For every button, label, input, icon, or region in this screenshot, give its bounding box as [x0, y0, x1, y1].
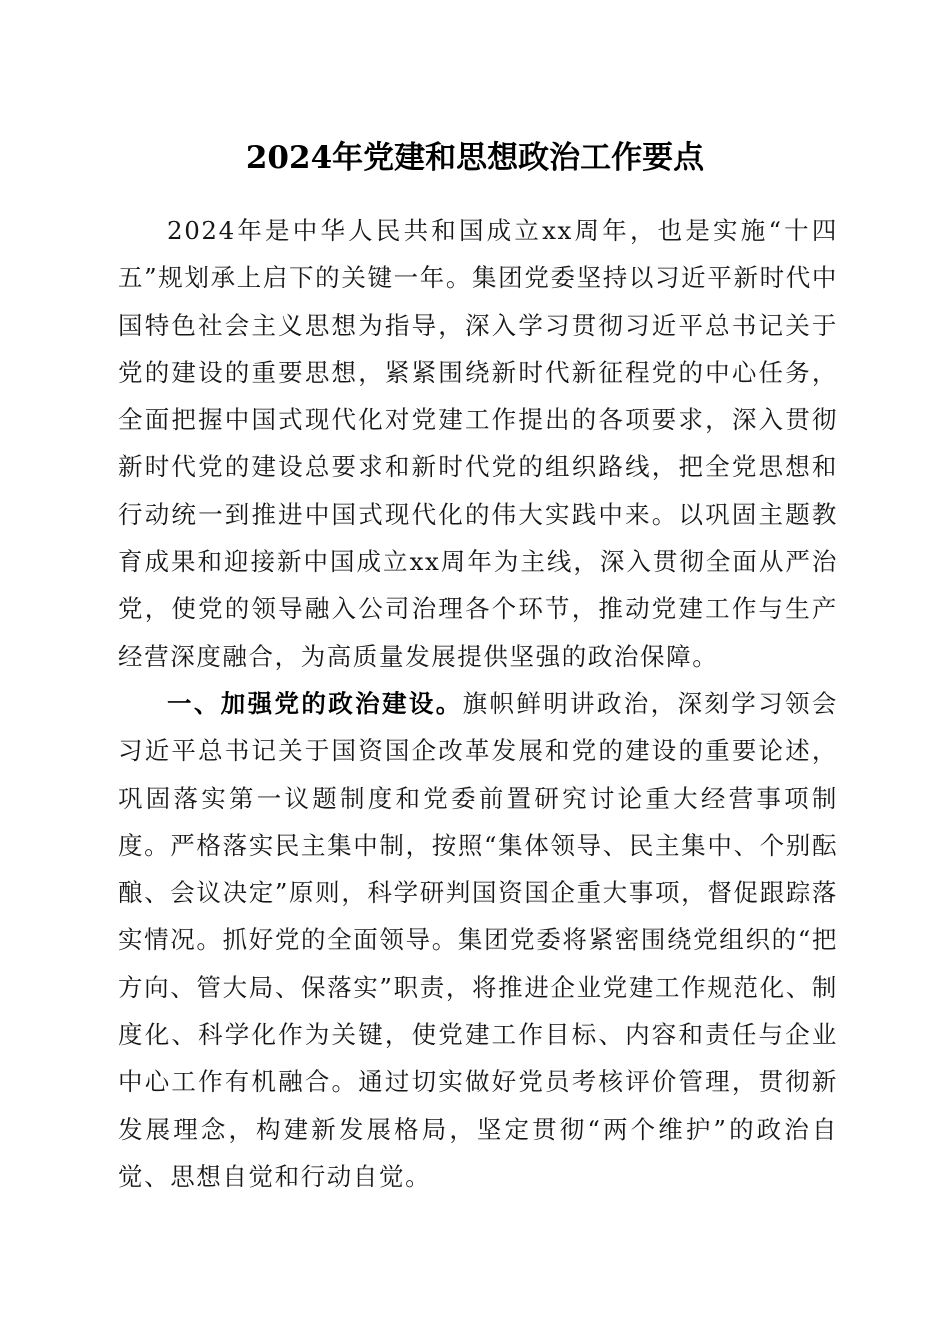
paragraph-political-building-text: 旗帜鲜明讲政治，深刻学习领会习近平总书记关于国资国企改革发展和党的建设的重要论述，巩固落实第一议题制度和党委前置研究讨论重大经营事项制度。严格落实民主集中制，按照“集体领导、民主集中、个别酝酿、会议决定”原则，科学研判国资国企重大事项，督促跟踪落实情况。抓好党的全面领导。集团党委将紧密围绕党组织的“把方向、管大局、保落实”职责，将推进企业党建工作规范化、制度化、科学化作为关键，使党建工作目标、内容和责任与企业中心工作有机融合。通过切实做好党员考核评价管理，贯彻新发展理念，构建新发展格局，坚定贯彻“两个维护”的政治自觉、思想自觉和行动自觉。 [118, 688, 838, 1191]
section-heading-political-building: 一、加强党的政治建设。 [167, 688, 463, 718]
document-body [118, 207, 838, 1200]
document-title: 2024年党建和思想政治工作要点 [245, 140, 705, 176]
paragraph-intro-text: 2024年是中华人民共和国成立xx周年，也是实施“十四五”规划承上启下的关键一年。集团党委坚持以习近平新时代中国特色社会主义思想为指导，深入学习贯彻习近平总书记关于党的建设的重要思想，紧紧围绕新时代新征程党的中心任务，全面把握中国式现代化对党建工作提出的各项要求，深入贯彻新时代党的建设总要求和新时代党的组织路线，把全党思想和行动统一到推进中国式现代化的伟大实践中来。以巩固主题教育成果和迎接新中国成立xx周年为主线，深入贯彻全面从严治党，使党的领导融入公司治理各个环节，推动党建工作与生产经营深度融合，为高质量发展提供坚强的政治保障。 [118, 216, 838, 671]
paragraph-intro [118, 207, 838, 680]
paragraph-political-building [118, 680, 838, 1200]
